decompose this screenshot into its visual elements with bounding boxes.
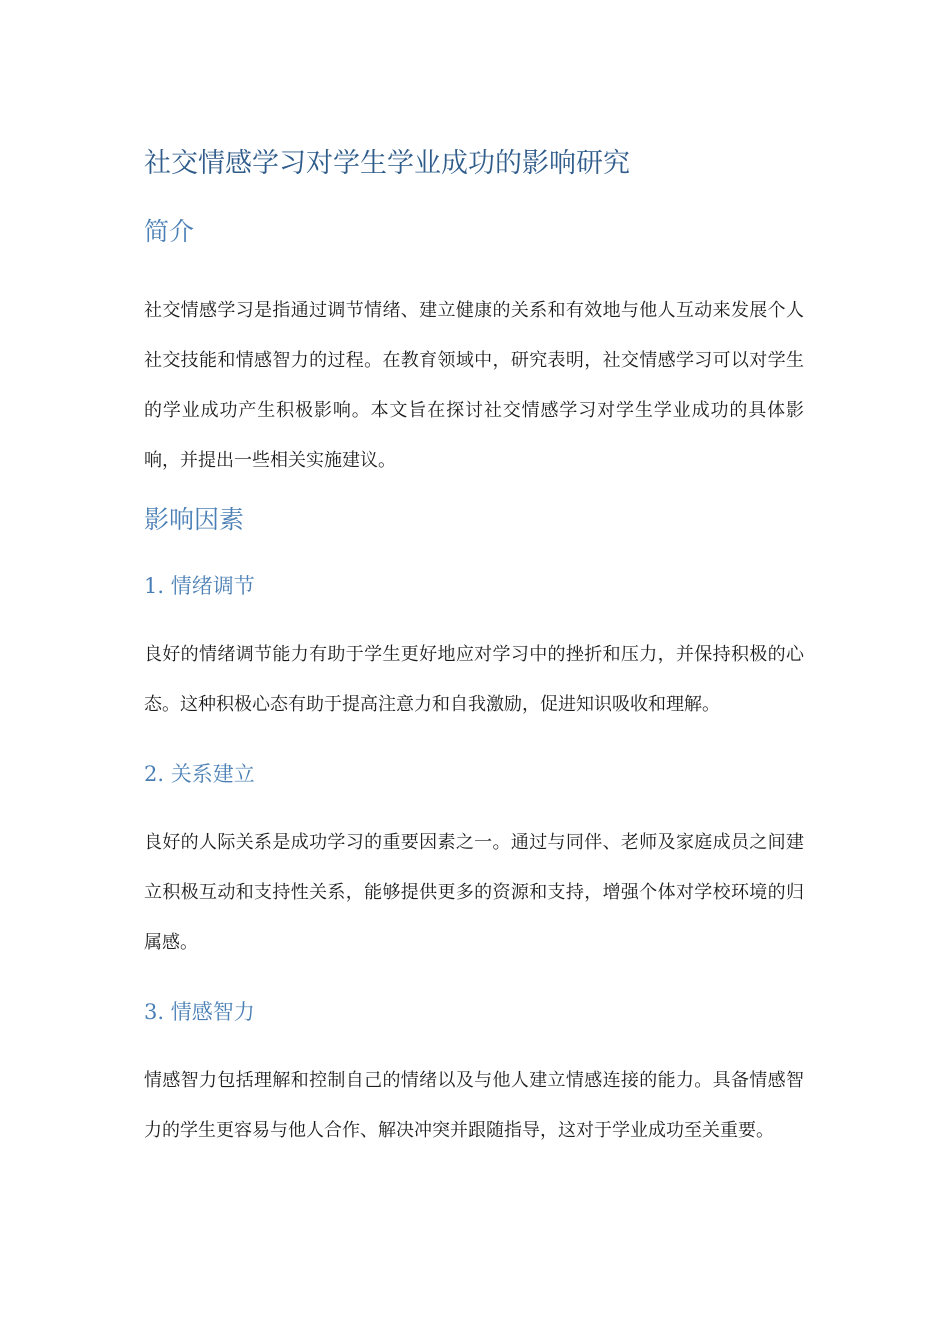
document-page (144, 140, 804, 1156)
document-title: 社交情感学习对学生学业成功的影响研究 (144, 148, 630, 179)
factor-paragraph-emotion-regulation: 良好的情绪调节能力有助于学生更好地应对学习中的挫折和压力，并保持积极的心态。这种积极心态有助于提高注意力和自我激励，促进知识吸收和理解。 (144, 644, 804, 715)
factors-heading: 影响因素 (144, 505, 245, 534)
factor-paragraph-relationship-building: 良好的人际关系是成功学习的重要因素之一。通过与同伴、老师及家庭成员之间建立积极互动和支持性关系，能够提供更多的资源和支持，增强个体对学校环境的归属感。 (144, 832, 804, 953)
intro-paragraph: 社交情感学习是指通过调节情绪、建立健康的关系和有效地与他人互动来发展个人社交技能和情感智力的过程。在教育领域中，研究表明，社交情感学习可以对学生的学业成功产生积极影响。本文旨在探讨社交情感学习对学生学业成功的具体影响，并提出一些相关实施建议。 (144, 300, 804, 471)
factor-heading-relationship-building: 2. 关系建立 (144, 762, 255, 786)
factor-heading-emotional-intelligence: 3. 情感智力 (144, 1000, 255, 1024)
factor-paragraph-emotional-intelligence: 情感智力包括理解和控制自己的情绪以及与他人建立情感连接的能力。具备情感智力的学生更容易与他人合作、解决冲突并跟随指导，这对于学业成功至关重要。 (144, 1070, 804, 1141)
factor-heading-emotion-regulation: 1. 情绪调节 (144, 574, 255, 598)
intro-heading: 简介 (144, 217, 195, 246)
